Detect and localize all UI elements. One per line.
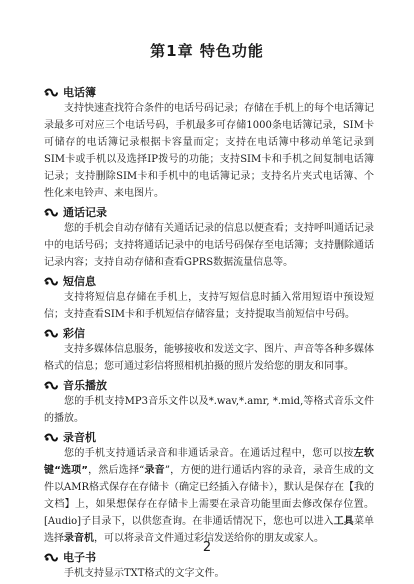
bullet-icon	[44, 88, 58, 97]
section-heading	[44, 84, 374, 100]
page-number: 2	[202, 540, 212, 555]
bold-run: 左软键“选项”	[44, 448, 375, 476]
bullet-icon	[44, 433, 58, 442]
section-text: 手机支持显示TXT格式的文字文件。	[64, 568, 225, 579]
section-text: 支持快速查找符合条件的电话号码记录；存储在手机上的每个电话簿记录最多可对应三个电话号码，手机最多可存储1000条电话簿记录，SIM卡可储存的电话簿记录根据卡容量而定；支持在电话簿中移动单笔记录到SIM卡或手机以及选择IP拨号的功能；支持SIM卡和手机之间复制电话簿记录；支持删除SIM卡和手机中的电话簿记录；支持名片夹式电话簿、个性化来电铃声、来电图片。	[44, 103, 374, 199]
text-run: ，可以将录音文件通过彩信发送给你的朋友或家人。	[94, 533, 324, 544]
section-text: 支持多媒体信息服务，能够接收和发送文字、图片、声音等各种多媒体格式的信息；您可通过彩信将照相机拍摄的照片发给您的朋友和同事。	[44, 344, 374, 372]
section-title: 彩信	[63, 327, 85, 340]
section-title: 电话簿	[63, 86, 96, 99]
page-title: 第1章 特色功能	[150, 42, 264, 60]
section-mms	[44, 325, 374, 375]
bullet-icon	[44, 277, 58, 286]
section-phonebook	[44, 84, 374, 202]
content-body	[44, 84, 374, 584]
text-run: ，然后选择“	[87, 465, 145, 476]
section-title: 电子书	[63, 551, 96, 564]
section-music	[44, 377, 374, 427]
section-title: 通话记录	[63, 206, 107, 219]
section-text: 您的手机会自动存储有关通话记录的信息以便查看；支持呼叫通话记录中的电话号码；支持将通话记录中的电话号码保存至电话簿；支持删除通话记录内容；支持自动存储和查看GPRS数据流量信息等。	[44, 223, 374, 268]
bullet-icon	[44, 329, 58, 338]
text-run: 菜单选择	[44, 516, 375, 544]
section-recorder	[44, 429, 374, 547]
section-heading	[44, 273, 374, 289]
bold-run: 工具	[333, 516, 354, 527]
bold-run: 录音机	[64, 533, 94, 544]
text-run: 您的手机支持通话录音和非通话录音。在通话过程中，您可以按	[64, 448, 354, 459]
section-title: 短信息	[63, 275, 96, 288]
section-heading	[44, 204, 374, 220]
section-call-log	[44, 204, 374, 271]
bullet-icon	[44, 208, 58, 217]
section-heading	[44, 325, 374, 341]
section-text	[44, 445, 374, 547]
section-text: 您的手机支持MP3音乐文件以及*.wav,*.amr, *.mid,等格式音乐文件的播放。	[44, 396, 374, 424]
section-heading	[44, 429, 374, 445]
section-heading	[44, 377, 374, 393]
text-run: ”，方便的进行通话内容的录音，录音生成的文件以AMR格式保存在存储卡（确定已经插入存储卡），默认是保存在【我的文档】上，如果想保存在存储卡上需要在录音功能里面去修改保存位置。[Audio]子目录下，以供您查询。在非通话情况下，您也可以进入	[44, 465, 374, 527]
section-sms	[44, 273, 374, 323]
section-title: 录音机	[63, 431, 96, 444]
bold-run: 录音	[144, 465, 165, 476]
section-title: 音乐播放	[63, 379, 107, 392]
section-text: 支持将短信息存储在手机上，支持写短信息时插入常用短语中预设短信；支持查看SIM卡和手机短信存储容量；支持提取当前短信中号码。	[44, 292, 374, 320]
bullet-icon	[44, 381, 58, 390]
